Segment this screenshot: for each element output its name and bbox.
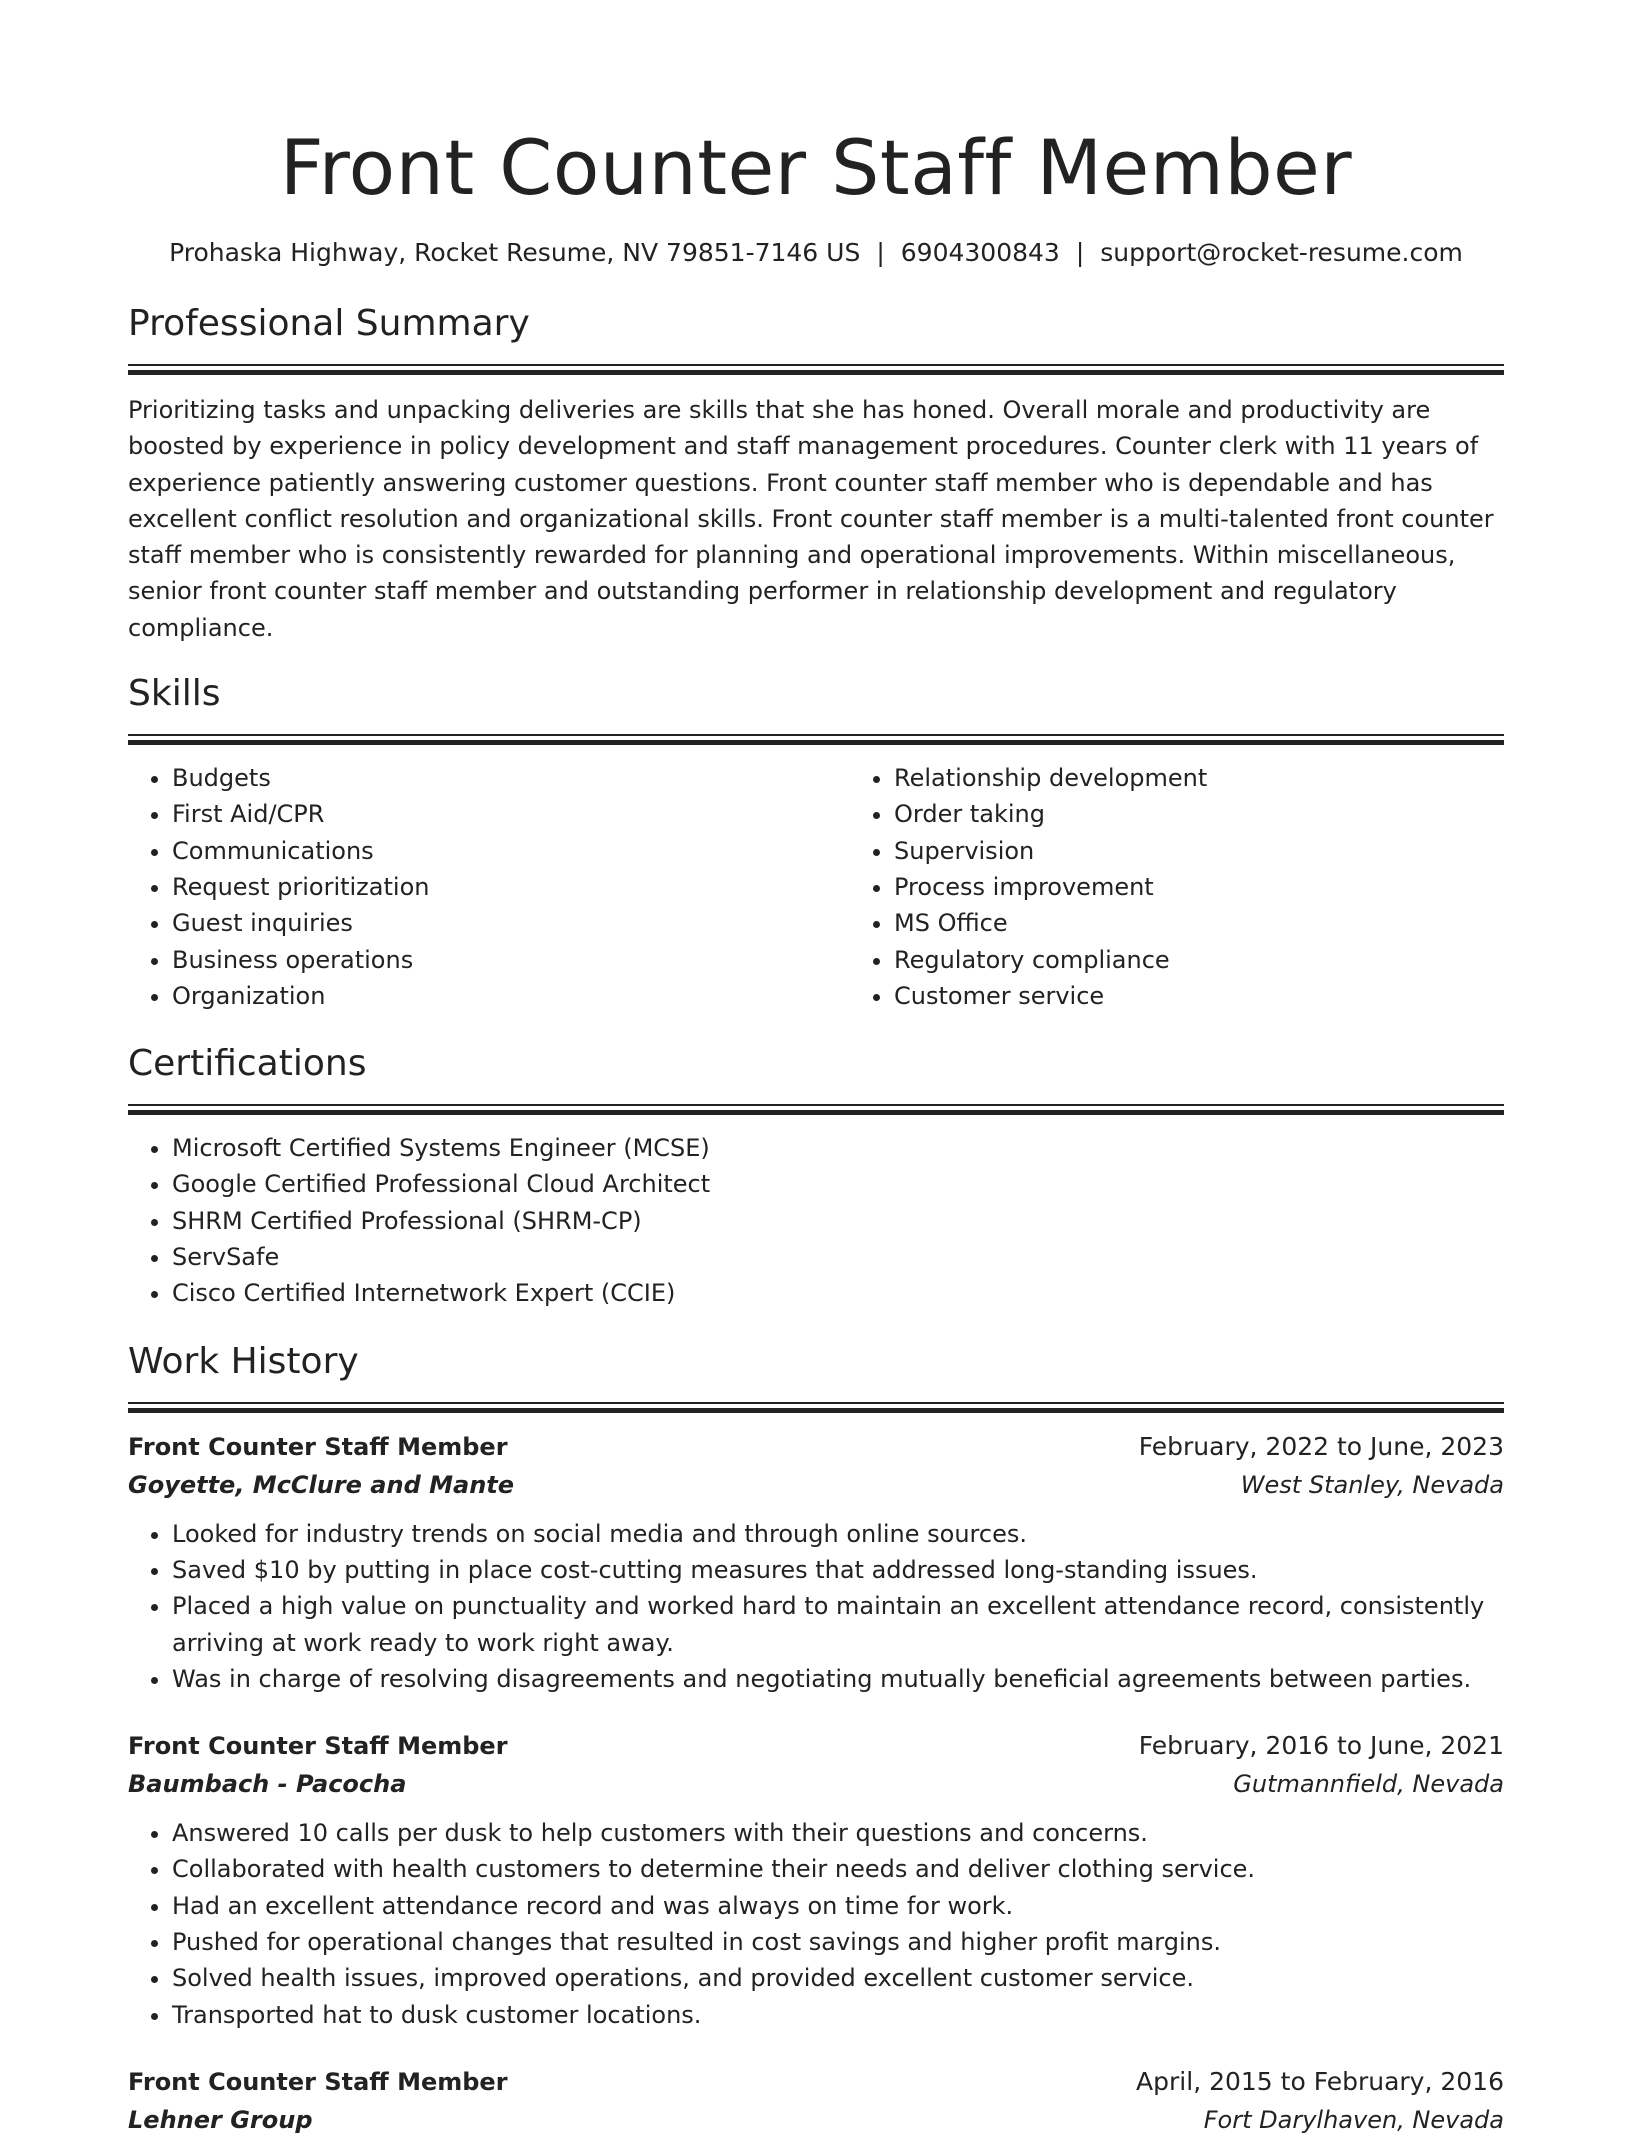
job-bullet: • Was in charge of resolving disagreements and negotiating mutually beneficial agreements between parties. <box>172 1661 1504 1697</box>
job-location: Fort Darylhaven, Nevada <box>1203 2105 1504 2134</box>
job-dates: February, 2016 to June, 2021 <box>1138 1731 1504 1761</box>
job-header-row <box>128 1727 1504 1765</box>
contact-phone: 6904300843 <box>900 238 1060 267</box>
job-bullet: • Pushed for operational changes that resulted in cost savings and higher profit margins. <box>172 1924 1504 1960</box>
job-bullet: • Transported hat to dusk customer locations. <box>172 1997 1504 2033</box>
skill-item: • Communications <box>172 833 850 869</box>
section-title-skills: Skills <box>128 673 221 715</box>
job-dates: February, 2022 to June, 2023 <box>1138 1431 1504 1461</box>
certification-item: • ServSafe <box>172 1239 1504 1275</box>
section-divider <box>128 364 1504 376</box>
skill-item: • Customer service <box>894 978 1504 1014</box>
certifications-list <box>128 1130 1504 1311</box>
certification-item: • Cisco Certified Internetwork Expert (CCIE) <box>172 1275 1504 1311</box>
job-bullet: • Answered 10 calls per dusk to help customers with their questions and concerns. <box>172 1815 1504 1851</box>
job-location: West Stanley, Nevada <box>1240 1470 1504 1499</box>
skill-item: • Order taking <box>894 796 1504 832</box>
skill-item: • Regulatory compliance <box>894 942 1504 978</box>
skill-item: • Supervision <box>894 833 1504 869</box>
contact-line <box>128 236 1504 270</box>
certification-item: • Microsoft Certified Systems Engineer (MCSE) <box>172 1130 1504 1166</box>
skill-item: • Process improvement <box>894 869 1504 905</box>
certification-item: • SHRM Certified Professional (SHRM-CP) <box>172 1203 1504 1239</box>
job-bullets <box>128 1815 1504 2033</box>
skill-item: • First Aid/CPR <box>172 796 850 832</box>
job-bullet: • Solved health issues, improved operations, and provided excellent customer service. <box>172 1960 1504 1996</box>
job-entry <box>128 1727 1504 2033</box>
job-entry <box>128 2063 1504 2139</box>
contact-address: Prohaska Highway, Rocket Resume, NV 79851-7146 US <box>169 238 861 267</box>
skill-item: • Guest inquiries <box>172 905 850 941</box>
skill-item: • Request prioritization <box>172 869 850 905</box>
job-title: Front Counter Staff Member <box>128 2067 508 2096</box>
job-company: Goyette, McClure and Mante <box>128 1470 515 1499</box>
skill-item: • Budgets <box>172 760 850 796</box>
job-bullet: • Collaborated with health customers to determine their needs and deliver clothing service. <box>172 1851 1504 1887</box>
job-bullet: • Looked for industry trends on social media and through online sources. <box>172 1516 1504 1552</box>
job-entry <box>128 1428 1504 1697</box>
section-title-work-history: Work History <box>128 1340 359 1382</box>
summary-section <box>128 302 1504 646</box>
resume-page <box>128 0 1504 2139</box>
job-company: Baumbach - Pacocha <box>128 1770 407 1799</box>
skills-section <box>128 672 1504 1014</box>
section-title-certifications: Certifications <box>128 1043 367 1085</box>
skill-item: • Organization <box>172 978 850 1014</box>
skills-list-left <box>128 760 850 1014</box>
candidate-name: Front Counter Staff Member <box>279 123 1353 212</box>
section-divider <box>128 734 1504 746</box>
certifications-section <box>128 1042 1504 1311</box>
summary-text: Prioritizing tasks and unpacking deliveries are skills that she has honed. Overall morale and productivity are boosted by experience in policy development and staff management procedures. Counter clerk with 11 years of experience patiently answering customer questions. Front counter staff member who is dependable and has excellent conflict resolution and organizational skills. Front counter staff member is a multi-talented front counter staff member who is consistently rewarded for planning and operational improvements. Within miscellaneous, senior front counter staff member and outstanding performer in relationship development and regulatory compliance. <box>128 396 1494 642</box>
job-header-row <box>128 2063 1504 2101</box>
job-bullets <box>128 1516 1504 1697</box>
job-bullet: • Saved $10 by putting in place cost-cutting measures that addressed long-standing issues. <box>172 1552 1504 1588</box>
skills-list-right <box>850 760 1504 1014</box>
skill-item: • MS Office <box>894 905 1504 941</box>
job-bullet: • Had an excellent attendance record and was always on time for work. <box>172 1888 1504 1924</box>
job-company-row <box>128 1765 1504 1803</box>
certification-item: • Google Certified Professional Cloud Architect <box>172 1166 1504 1202</box>
job-location: Gutmannfield, Nevada <box>1233 1770 1504 1799</box>
job-dates: April, 2015 to February, 2016 <box>1136 2066 1504 2096</box>
job-bullet: • Placed a high value on punctuality and worked hard to maintain an excellent attendance record, consistently arriving at work ready to work right away. <box>172 1588 1504 1661</box>
contact-separator: | <box>1075 238 1085 267</box>
work-history-section <box>128 1340 1504 2139</box>
job-company-row <box>128 2101 1504 2139</box>
job-header-row <box>128 1428 1504 1466</box>
job-title: Front Counter Staff Member <box>128 1732 508 1761</box>
job-company-row <box>128 1466 1504 1504</box>
section-divider <box>128 1402 1504 1414</box>
skills-columns <box>128 760 1504 1014</box>
job-company: Lehner Group <box>128 2105 313 2134</box>
section-title-summary: Professional Summary <box>128 303 530 344</box>
section-divider <box>128 1104 1504 1116</box>
skill-item: • Business operations <box>172 942 850 978</box>
contact-separator: | <box>876 238 885 267</box>
skill-item: • Relationship development <box>894 760 1504 796</box>
contact-email: support@rocket-resume.com <box>1100 238 1463 267</box>
job-title: Front Counter Staff Member <box>128 1432 508 1461</box>
